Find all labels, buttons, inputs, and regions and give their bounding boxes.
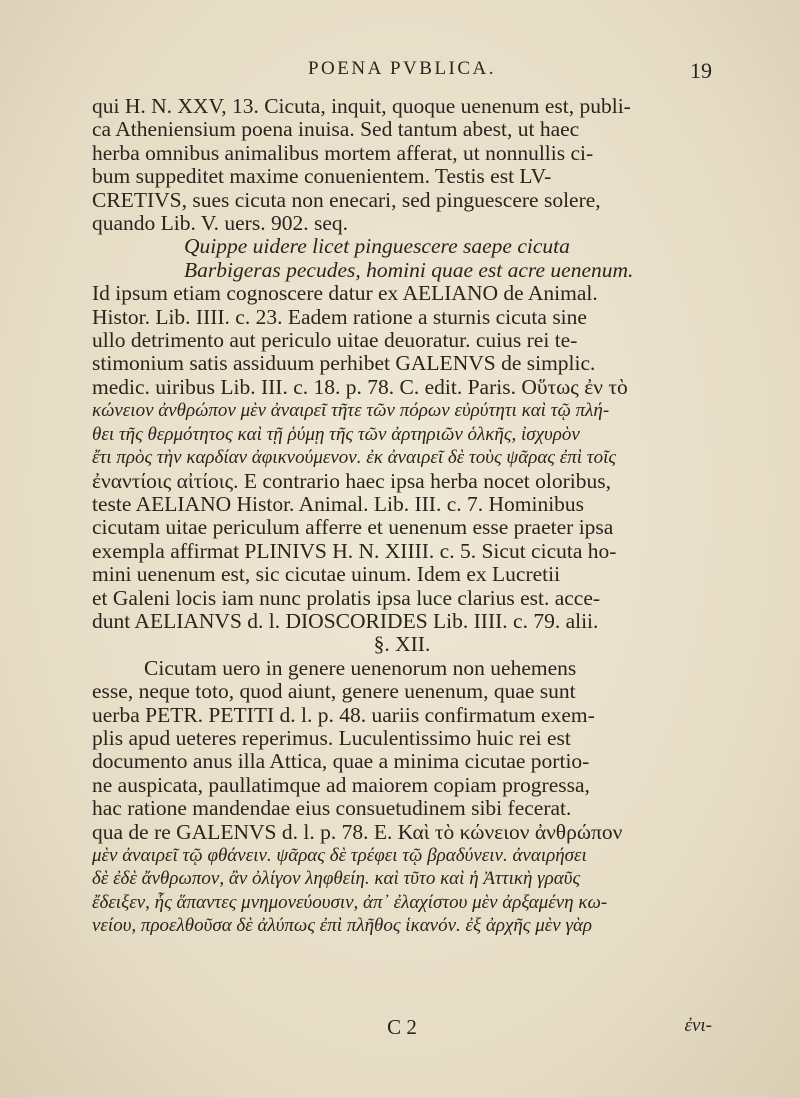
text-line: esse, neque toto, quod aiunt, genere uenenum, quae sunt xyxy=(92,680,576,704)
page-footer xyxy=(92,1015,712,1041)
text-line: mini uenenum est, sic cicutae uinum. Idem ex Lucretii xyxy=(92,563,561,587)
signature-mark: C 2 xyxy=(387,1015,417,1039)
text-line: uerba PETR. PETITI d. l. p. 48. uariis confirmatum exem- xyxy=(92,703,595,727)
text-line: medic. uiribus Lib. III. c. 18. p. 78. C. edit. Paris. Οὕτως ἐν τὸ xyxy=(92,375,628,399)
section-heading: §. XII. xyxy=(373,633,431,657)
text-line: ullo detrimento aut periculo uitae deuoratur. cuius rei te- xyxy=(92,329,578,353)
text-line: hac ratione mandendae eius consuetudinem sibi fecerat. xyxy=(92,797,572,821)
greek-line: θει τῆς θερμότητος καὶ τῇ ῥύμῃ τῆς τῶν ἀρτηριῶν ὁλκῆς, ἰσχυρὸν xyxy=(92,423,580,445)
text-line: documento anus illa Attica, quae a minima cicutae portio- xyxy=(92,750,590,774)
text-line: quando Lib. V. uers. 902. seq. xyxy=(92,212,348,236)
text-line: plis apud ueteres reperimus. Luculentissimo huic rei est xyxy=(92,726,571,750)
page-header xyxy=(92,58,712,88)
text-line: dunt AELIANVS d. l. DIOSCORIDES Lib. IIII. c. 79. alii. xyxy=(92,609,599,633)
text-line: ca Atheniensium poena inuisa. Sed tantum abest, ut haec xyxy=(92,118,580,142)
text-line: qui H. N. XXV, 13. Cicuta, inquit, quoque uenenum est, publi- xyxy=(92,95,631,118)
text-line: Histor. Lib. IIII. c. 23. Eadem ratione a sturnis cicuta sine xyxy=(92,305,587,329)
greek-line: νείου, προελθοῦσα δὲ ἀλύπως ἐπὶ πλῆθος ἱκανόν. ἐξ ἀρχῆς μὲν γὰρ xyxy=(92,915,593,937)
text-line: bum suppeditet maxime conuenientem. Testis est LV- xyxy=(92,165,552,189)
text-line: ἐναντίοις αἰτίοις. E contrario haec ipsa herba nocet oloribus, xyxy=(92,469,612,493)
greek-line: δὲ ἐδὲ ἄνθρωπον, ἂν ὀλίγον ληφθείη. καὶ τῦτο καὶ ἡ Ἀττικὴ γραῦς xyxy=(92,868,581,890)
greek-line: μὲν ἀναιρεῖ τῷ φθάνειν. ψᾶρας δὲ τρέφει τῷ βραδύνειν. ἀναιρήσει xyxy=(92,845,587,866)
verse-line: Quippe uidere licet pinguescere saepe cicuta xyxy=(184,235,570,259)
greek-line: ἔτι πρὸς τὴν καρδίαν ἀφικνούμενον. ἐκ ἀναιρεῖ δὲ τοὺς ψᾶρας ἐπὶ τοῖς xyxy=(92,447,617,469)
running-head: POENA PVBLICA. xyxy=(307,58,497,79)
greek-line: κώνειον ἀνθρώπον μὲν ἀναιρεῖ τῆτε τῶν πόρων εὐρύτητι καὶ τῷ πλή- xyxy=(92,400,610,422)
page-number: 19 xyxy=(690,58,712,83)
text-line: Cicutam uero in genere uenenorum non uehemens xyxy=(144,656,577,680)
greek-line: ἔδειξεν, ἧς ἅπαντες μνημονεύουσιν, ἀπ᾽ ἐλαχίστου μὲν ἀρξαμένη κω- xyxy=(92,891,608,913)
text-line: stimonium satis assiduum perhibet GALENVS de simplic. xyxy=(92,352,596,376)
text-line: et Galeni locis iam nunc prolatis ipsa luce clarius est. acce- xyxy=(92,586,601,610)
catchword: ἐνι- xyxy=(684,1015,712,1036)
text-line: CRETIVS, sues cicuta non enecari, sed pinguescere solere, xyxy=(92,188,601,212)
text-line: herba omnibus animalibus mortem afferat, ut nonnullis ci- xyxy=(92,141,594,165)
page-body xyxy=(92,95,712,938)
text-line: ne auspicata, paullatimque ad maiorem copiam progressa, xyxy=(92,773,590,797)
verse-line: Barbigeras pecudes, homini quae est acre uenenum. xyxy=(184,258,634,282)
text-line: cicutam uitae periculum afferre et uenenum esse praeter ipsa xyxy=(92,516,614,540)
text-line: Id ipsum etiam cognoscere datur ex AELIANO de Animal. xyxy=(92,282,598,306)
text-line: exempla affirmat PLINIVS H. N. XIIII. c. 5. Sicut cicuta ho- xyxy=(92,539,617,563)
text-line: teste AELIANO Histor. Animal. Lib. III. c. 7. Hominibus xyxy=(92,492,585,516)
text-line: qua de re GALENVS d. l. p. 78. E. Καὶ τὸ κώνειον ἀνθρώπον xyxy=(92,820,623,844)
